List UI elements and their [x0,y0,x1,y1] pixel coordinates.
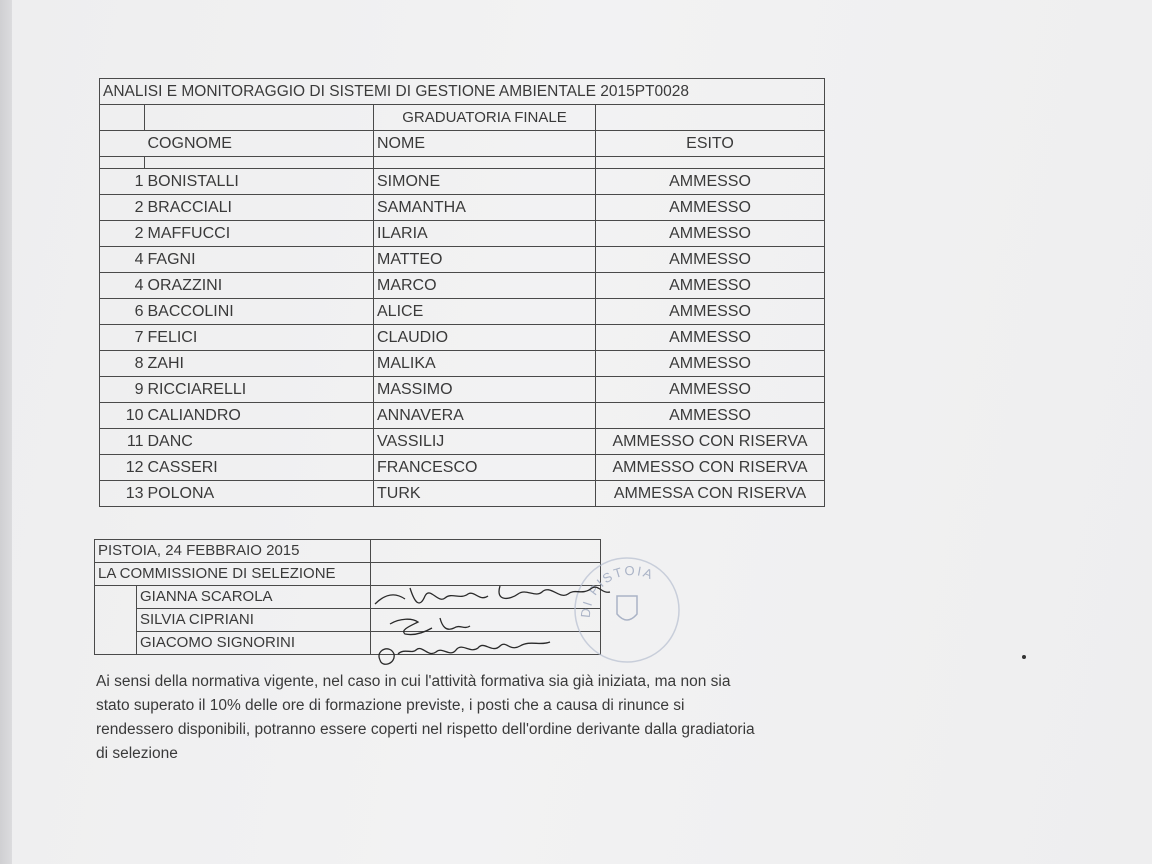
outcome-cell: AMMESSA CON RISERVA [596,481,825,507]
surname-cell: BACCOLINI [145,299,374,325]
table-row [100,429,825,455]
rank-cell: 4 [100,273,145,299]
rank-cell: 9 [100,377,145,403]
table-row [100,195,825,221]
rank-cell: 2 [100,221,145,247]
surname-cell: DANC [145,429,374,455]
rank-cell: 8 [100,351,145,377]
name-cell: VASSILIJ [374,429,596,455]
surname-cell: CALIANDRO [145,403,374,429]
rank-cell: 4 [100,247,145,273]
table-row [100,403,825,429]
column-header-surname: COGNOME [145,131,374,157]
commission-member: GIACOMO SIGNORINI [137,632,371,655]
outcome-cell: AMMESSO [596,221,825,247]
name-cell: ILARIA [374,221,596,247]
paper-speck [1022,655,1026,659]
surname-cell: BRACCIALI [145,195,374,221]
place-date: PISTOIA, 24 FEBBRAIO 2015 [95,540,371,563]
rank-cell: 13 [100,481,145,507]
table-row [100,481,825,507]
surname-cell: ZAHI [145,351,374,377]
ranking-rows [100,169,825,507]
surname-cell: MAFFUCCI [145,221,374,247]
document-title: ANALISI E MONITORAGGIO DI SISTEMI DI GESTIONE AMBIENTALE 2015PT0028 [100,79,825,105]
table-row [100,273,825,299]
outcome-cell: AMMESSO [596,325,825,351]
table-row [100,325,825,351]
outcome-cell: AMMESSO CON RISERVA [596,429,825,455]
signature-2 [390,618,470,635]
outcome-cell: AMMESSO [596,169,825,195]
commission-date-row [95,540,601,563]
stamp-text: DI PISTOIA [577,562,657,619]
rank-cell: 2 [100,195,145,221]
table-row [100,299,825,325]
name-cell: MASSIMO [374,377,596,403]
column-header-name: NOME [374,131,596,157]
coat-of-arms-icon [617,596,637,620]
signatures [370,574,620,674]
spacer-row [100,157,825,169]
rank-cell: 6 [100,299,145,325]
outcome-cell: AMMESSO [596,403,825,429]
outcome-cell: AMMESSO [596,299,825,325]
table-row [100,455,825,481]
table-row [100,221,825,247]
commission-member: SILVIA CIPRIANI [137,609,371,632]
table-row [100,247,825,273]
table-title-row [100,79,825,105]
table-subtitle-row [100,105,825,131]
ranking-table [99,78,825,507]
table-row [100,351,825,377]
commission-member: GIANNA SCAROLA [137,586,371,609]
surname-cell: ORAZZINI [145,273,374,299]
rank-cell: 10 [100,403,145,429]
surname-cell: FAGNI [145,247,374,273]
name-cell: FRANCESCO [374,455,596,481]
name-cell: ANNAVERA [374,403,596,429]
name-cell: ALICE [374,299,596,325]
column-header-row [100,131,825,157]
name-cell: MALIKA [374,351,596,377]
table-row [100,377,825,403]
surname-cell: POLONA [145,481,374,507]
signature-3 [379,642,550,664]
surname-cell: FELICI [145,325,374,351]
column-header-outcome: ESITO [596,131,825,157]
outcome-cell: AMMESSO [596,351,825,377]
name-cell: MATTEO [374,247,596,273]
ranking-subtitle: GRADUATORIA FINALE [374,105,596,131]
rank-cell: 11 [100,429,145,455]
surname-cell: BONISTALLI [145,169,374,195]
commission-heading: LA COMMISSIONE DI SELEZIONE [95,563,371,586]
surname-cell: RICCIARELLI [145,377,374,403]
outcome-cell: AMMESSO CON RISERVA [596,455,825,481]
outcome-cell: AMMESSO [596,247,825,273]
name-cell: CLAUDIO [374,325,596,351]
table-row [100,169,825,195]
rank-cell: 1 [100,169,145,195]
name-cell: SAMANTHA [374,195,596,221]
rank-cell: 7 [100,325,145,351]
outcome-cell: AMMESSO [596,195,825,221]
surname-cell: CASSERI [145,455,374,481]
signature-1 [375,586,610,604]
rank-cell: 12 [100,455,145,481]
outcome-cell: AMMESSO [596,377,825,403]
outcome-cell: AMMESSO [596,273,825,299]
name-cell: MARCO [374,273,596,299]
name-cell: SIMONE [374,169,596,195]
legal-note: Ai sensi della normativa vigente, nel caso in cui l'attività formativa sia già iniziata, ma non sia stato superato il 10% delle ore di formazione previste, i posti che a causa di rinunce si rendessero disponibili, potranno essere coperti nel rispetto dell'ordine derivante dalla gradiatoria di selezione [96,673,755,762]
name-cell: TURK [374,481,596,507]
